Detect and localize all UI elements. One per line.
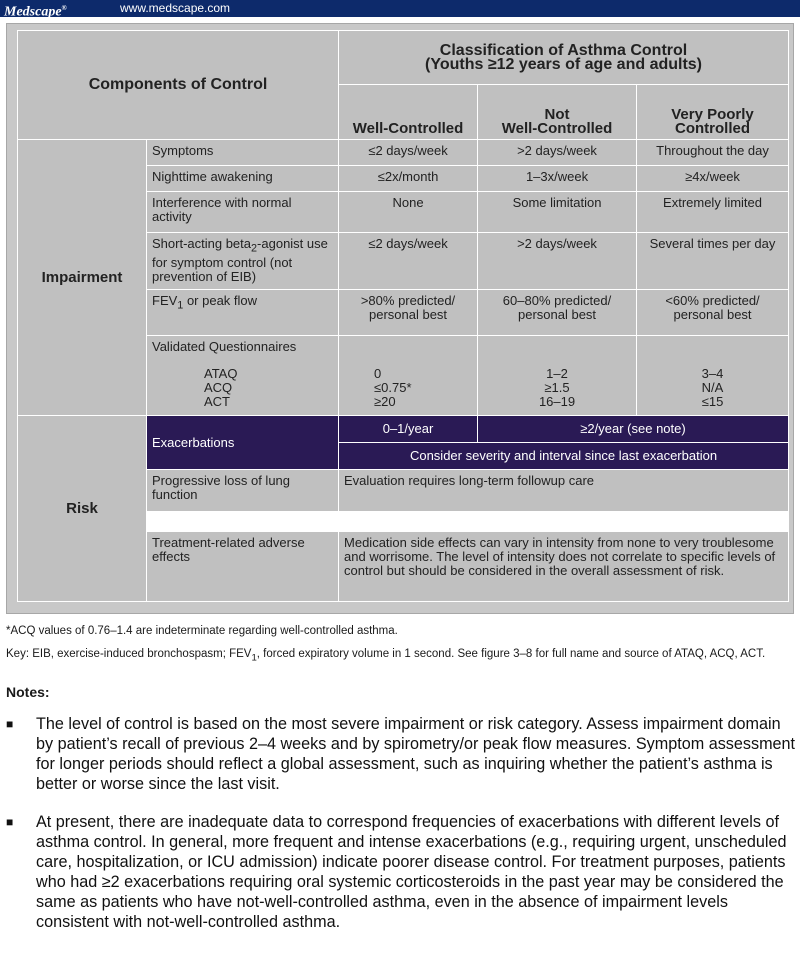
col-header-well-controlled: Well-Controlled — [339, 85, 478, 140]
questionnaires-label: Validated Questionnaires ATAQ ACQ ACT — [147, 336, 339, 416]
adverse-effects-label: Treatment-related adverse effects — [147, 532, 339, 602]
asthma-control-table-panel — [6, 23, 794, 614]
notes-title: Notes: — [6, 684, 50, 700]
medscape-logo[interactable]: Medscape® — [4, 4, 67, 20]
questionnaire-name: ATAQ — [204, 366, 238, 381]
top-banner — [0, 0, 800, 20]
exacerbations-consider: Consider severity and interval since last exacerbation — [339, 443, 789, 470]
asthma-control-table — [17, 30, 789, 602]
fev-well: >80% predicted/ personal best — [339, 290, 478, 336]
acq-footnote: *ACQ values of 0.76–1.4 are indeterminate regarding well-controlled asthma. — [6, 625, 398, 637]
symptoms-not-well: >2 days/week — [478, 140, 637, 166]
col-header-very-poorly-controlled: Very Poorly Controlled — [637, 85, 789, 140]
symptoms-very-poorly: Throughout the day — [637, 140, 789, 166]
row-exacerbations — [18, 416, 789, 443]
nighttime-label: Nighttime awakening — [147, 166, 339, 192]
saba-well: ≤2 days/week — [339, 233, 478, 290]
risk-label: Risk — [18, 416, 147, 602]
questionnaire-name: ACQ — [204, 380, 233, 395]
fev-not-well: 60–80% predicted/ personal best — [478, 290, 637, 336]
questionnaire-name: ACT — [204, 394, 230, 409]
questionnaires-not-well: 1–2 ≥1.5 16–19 — [478, 336, 637, 416]
exacerbations-well: 0–1/year — [339, 416, 478, 443]
interference-not-well: Some limitation — [478, 192, 637, 233]
nighttime-well: ≤2x/month — [339, 166, 478, 192]
saba-label: Short-acting beta$_2$-agonist use for symptom control (not prevention of EIB) — [147, 233, 339, 290]
nighttime-very-poorly: ≥4x/week — [637, 166, 789, 192]
lung-function-label: Progressive loss of lung function — [147, 470, 339, 512]
impairment-label: Impairment — [18, 140, 147, 416]
questionnaires-very-poorly: 3–4 N/A ≤15 — [637, 336, 789, 416]
fev-label: $FEV_1$ or peak flow — [147, 290, 339, 336]
classification-header — [339, 31, 789, 85]
adverse-effects-value: Medication side effects can vary in intensity from none to very troublesome and worrisome. The level of intensity does not correlate to specific levels of control but should be considered in the overall assessment of risk. — [339, 532, 789, 602]
key-footnote: Key: EIB, exercise-induced bronchospasm; $FEV_1$, forced expiratory volume in 1 second. See figure 3–8 for full name and source of ATAQ, ACQ, ACT. — [6, 648, 766, 664]
bullet-icon: ■ — [6, 717, 14, 731]
symptoms-label: Symptoms — [147, 140, 339, 166]
col-header-not-well-controlled: Not Well-Controlled — [478, 85, 637, 140]
note-item: ■ At present, there are inadequate data to correspond frequencies of exacerbations with different levels of asthma control. In general, more frequent and intense exacerbations (e.g., requiring urgent, unscheduled care, hospitalization, or ICU admission) indicate poorer disease control. For treatment purposes, patients who had ≥2 exacerbations requiring oral systemic corticosteroids in the past year may be considered the same as patients who have not-well-controlled asthma, even in the absence of impairment levels consistent with not-well-controlled asthma. — [6, 813, 787, 931]
saba-not-well: >2 days/week — [478, 233, 637, 290]
note-item: ■ The level of control is based on the most severe impairment or risk category. Assess impairment domain by patient’s recall of previous 2–4 weeks and by spirometry/or peak flow measures. Symptom assessment for longer periods should reflect a global assessment, such as inquiring whether the patient’s asthma is better or worse since the last visit. — [6, 715, 796, 793]
site-url[interactable]: www.medscape.com — [120, 1, 231, 15]
exacerbations-label: Exacerbations — [147, 416, 339, 470]
interference-label: Interference with normal activity — [147, 192, 339, 233]
lung-function-value: Evaluation requires long-term followup care — [339, 470, 789, 512]
classification-subtitle: (Youths ≥12 years of age and adults) — [425, 55, 703, 73]
nighttime-not-well: 1–3x/week — [478, 166, 637, 192]
classification-title: Classification of Asthma Control — [439, 41, 688, 59]
components-header: Components of Control — [18, 31, 339, 140]
white-spacer — [147, 512, 789, 532]
exacerbations-not-well-very-poorly: ≥2/year (see note) — [478, 416, 789, 443]
questionnaires-well: 0 ≤0.75* ≥20 — [339, 336, 478, 416]
symptoms-well: ≤2 days/week — [339, 140, 478, 166]
fev-very-poorly: <60% predicted/ personal best — [637, 290, 789, 336]
saba-very-poorly: Several times per day — [637, 233, 789, 290]
bullet-icon: ■ — [6, 815, 14, 829]
row-symptoms — [18, 140, 789, 166]
interference-well: None — [339, 192, 478, 233]
interference-very-poorly: Extremely limited — [637, 192, 789, 233]
